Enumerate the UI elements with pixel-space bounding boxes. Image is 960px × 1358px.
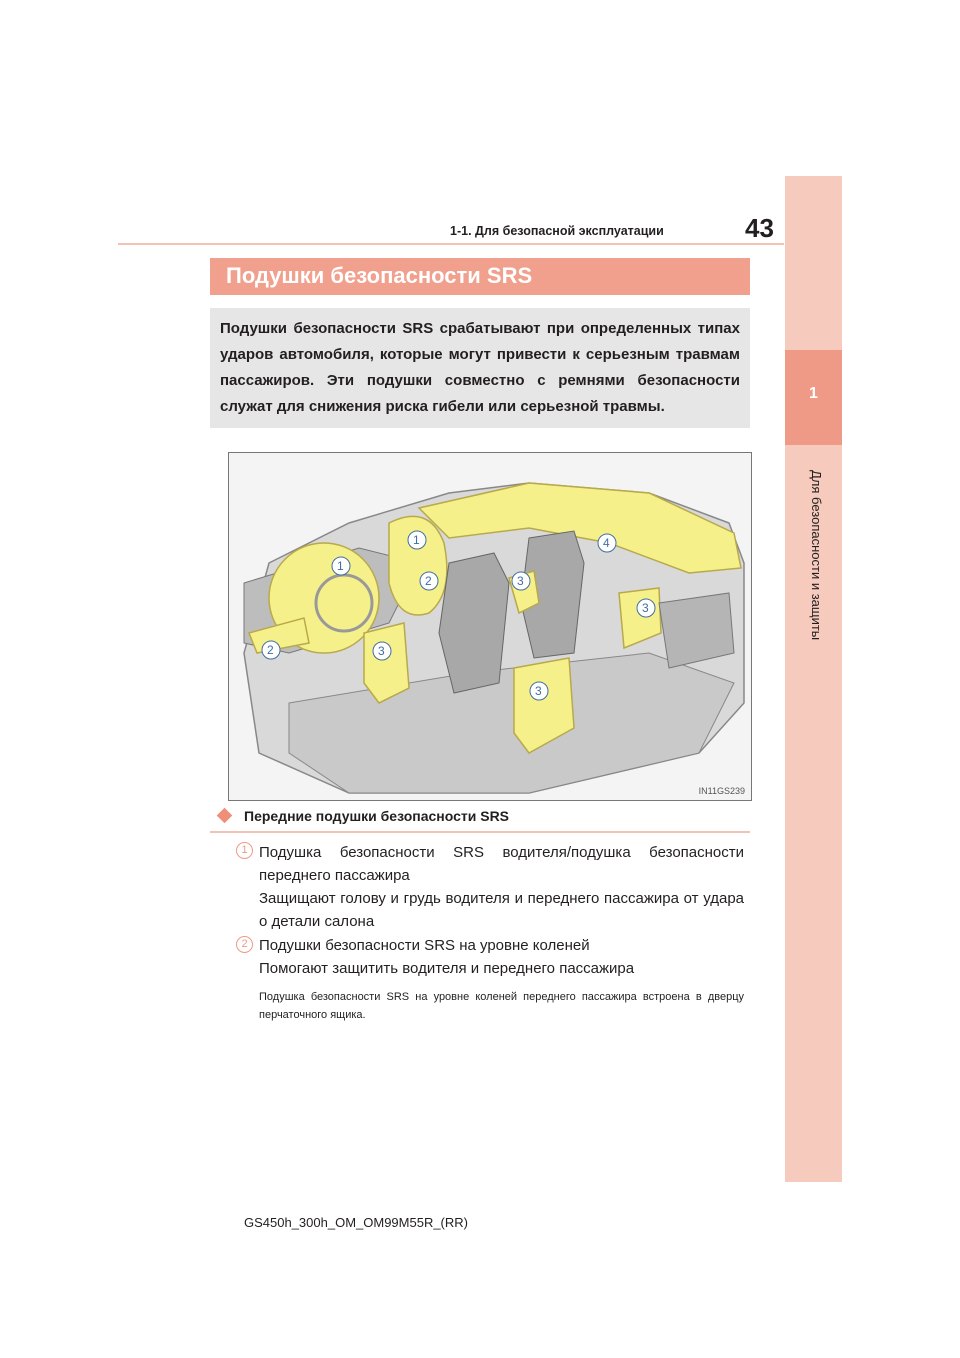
note-text: Подушка безопасности SRS на уровне коленей переднего пассажира встроена в дверцу перчаточного ящика. (259, 991, 744, 1021)
airbag-illustration (228, 452, 752, 801)
svg-text:1: 1 (337, 559, 344, 573)
svg-text:3: 3 (642, 601, 649, 615)
running-head: 1-1. Для безопасной эксплуатации (450, 224, 664, 238)
svg-text:3: 3 (378, 644, 385, 658)
chapter-title: Для безопасности и защиты (809, 470, 824, 641)
chapter-side-tab (785, 176, 842, 1182)
item-1-title: Подушка безопасности SRS водителя/подушка безопасности переднего пассажира (259, 844, 744, 884)
diamond-icon (217, 808, 233, 824)
car-interior-drawing (229, 453, 751, 800)
svg-text:3: 3 (535, 684, 542, 698)
svg-text:2: 2 (425, 574, 432, 588)
section-title-band (210, 258, 750, 295)
subsection-title: Передние подушки безопасности SRS (244, 808, 510, 824)
intro-box (210, 308, 750, 428)
svg-text:4: 4 (603, 536, 610, 550)
subsection-rule (210, 831, 750, 833)
footer-code: GS450h_300h_OM_OM99M55R_(RR) (244, 1215, 468, 1230)
page-number: 43 (745, 213, 774, 243)
svg-text:2: 2 (267, 643, 274, 657)
item-2-description: Помогают защитить водителя и переднего пассажира (259, 960, 635, 977)
figure-code: IN11GS239 (698, 786, 745, 796)
item-marker-2: 2 (236, 936, 253, 953)
item-2-title: Подушки безопасности SRS на уровне коленей (259, 937, 590, 954)
chapter-number: 1 (809, 385, 818, 402)
intro-text: Подушки безопасности SRS срабатывают при определенных типах ударов автомобиля, которые могут привести к серьезным травмам пассажиров. Эти подушки совместно с ремнями безопасности служат для снижения риска гибели или серьезной травмы. (220, 320, 740, 415)
item-marker-1: 1 (236, 842, 253, 859)
item-1-description: Защищают голову и грудь водителя и переднего пассажира от удара о детали салона (259, 890, 744, 930)
header-rule (118, 243, 784, 245)
svg-text:3: 3 (517, 574, 524, 588)
svg-text:1: 1 (413, 533, 420, 547)
section-title: Подушки безопасности SRS (226, 263, 533, 288)
